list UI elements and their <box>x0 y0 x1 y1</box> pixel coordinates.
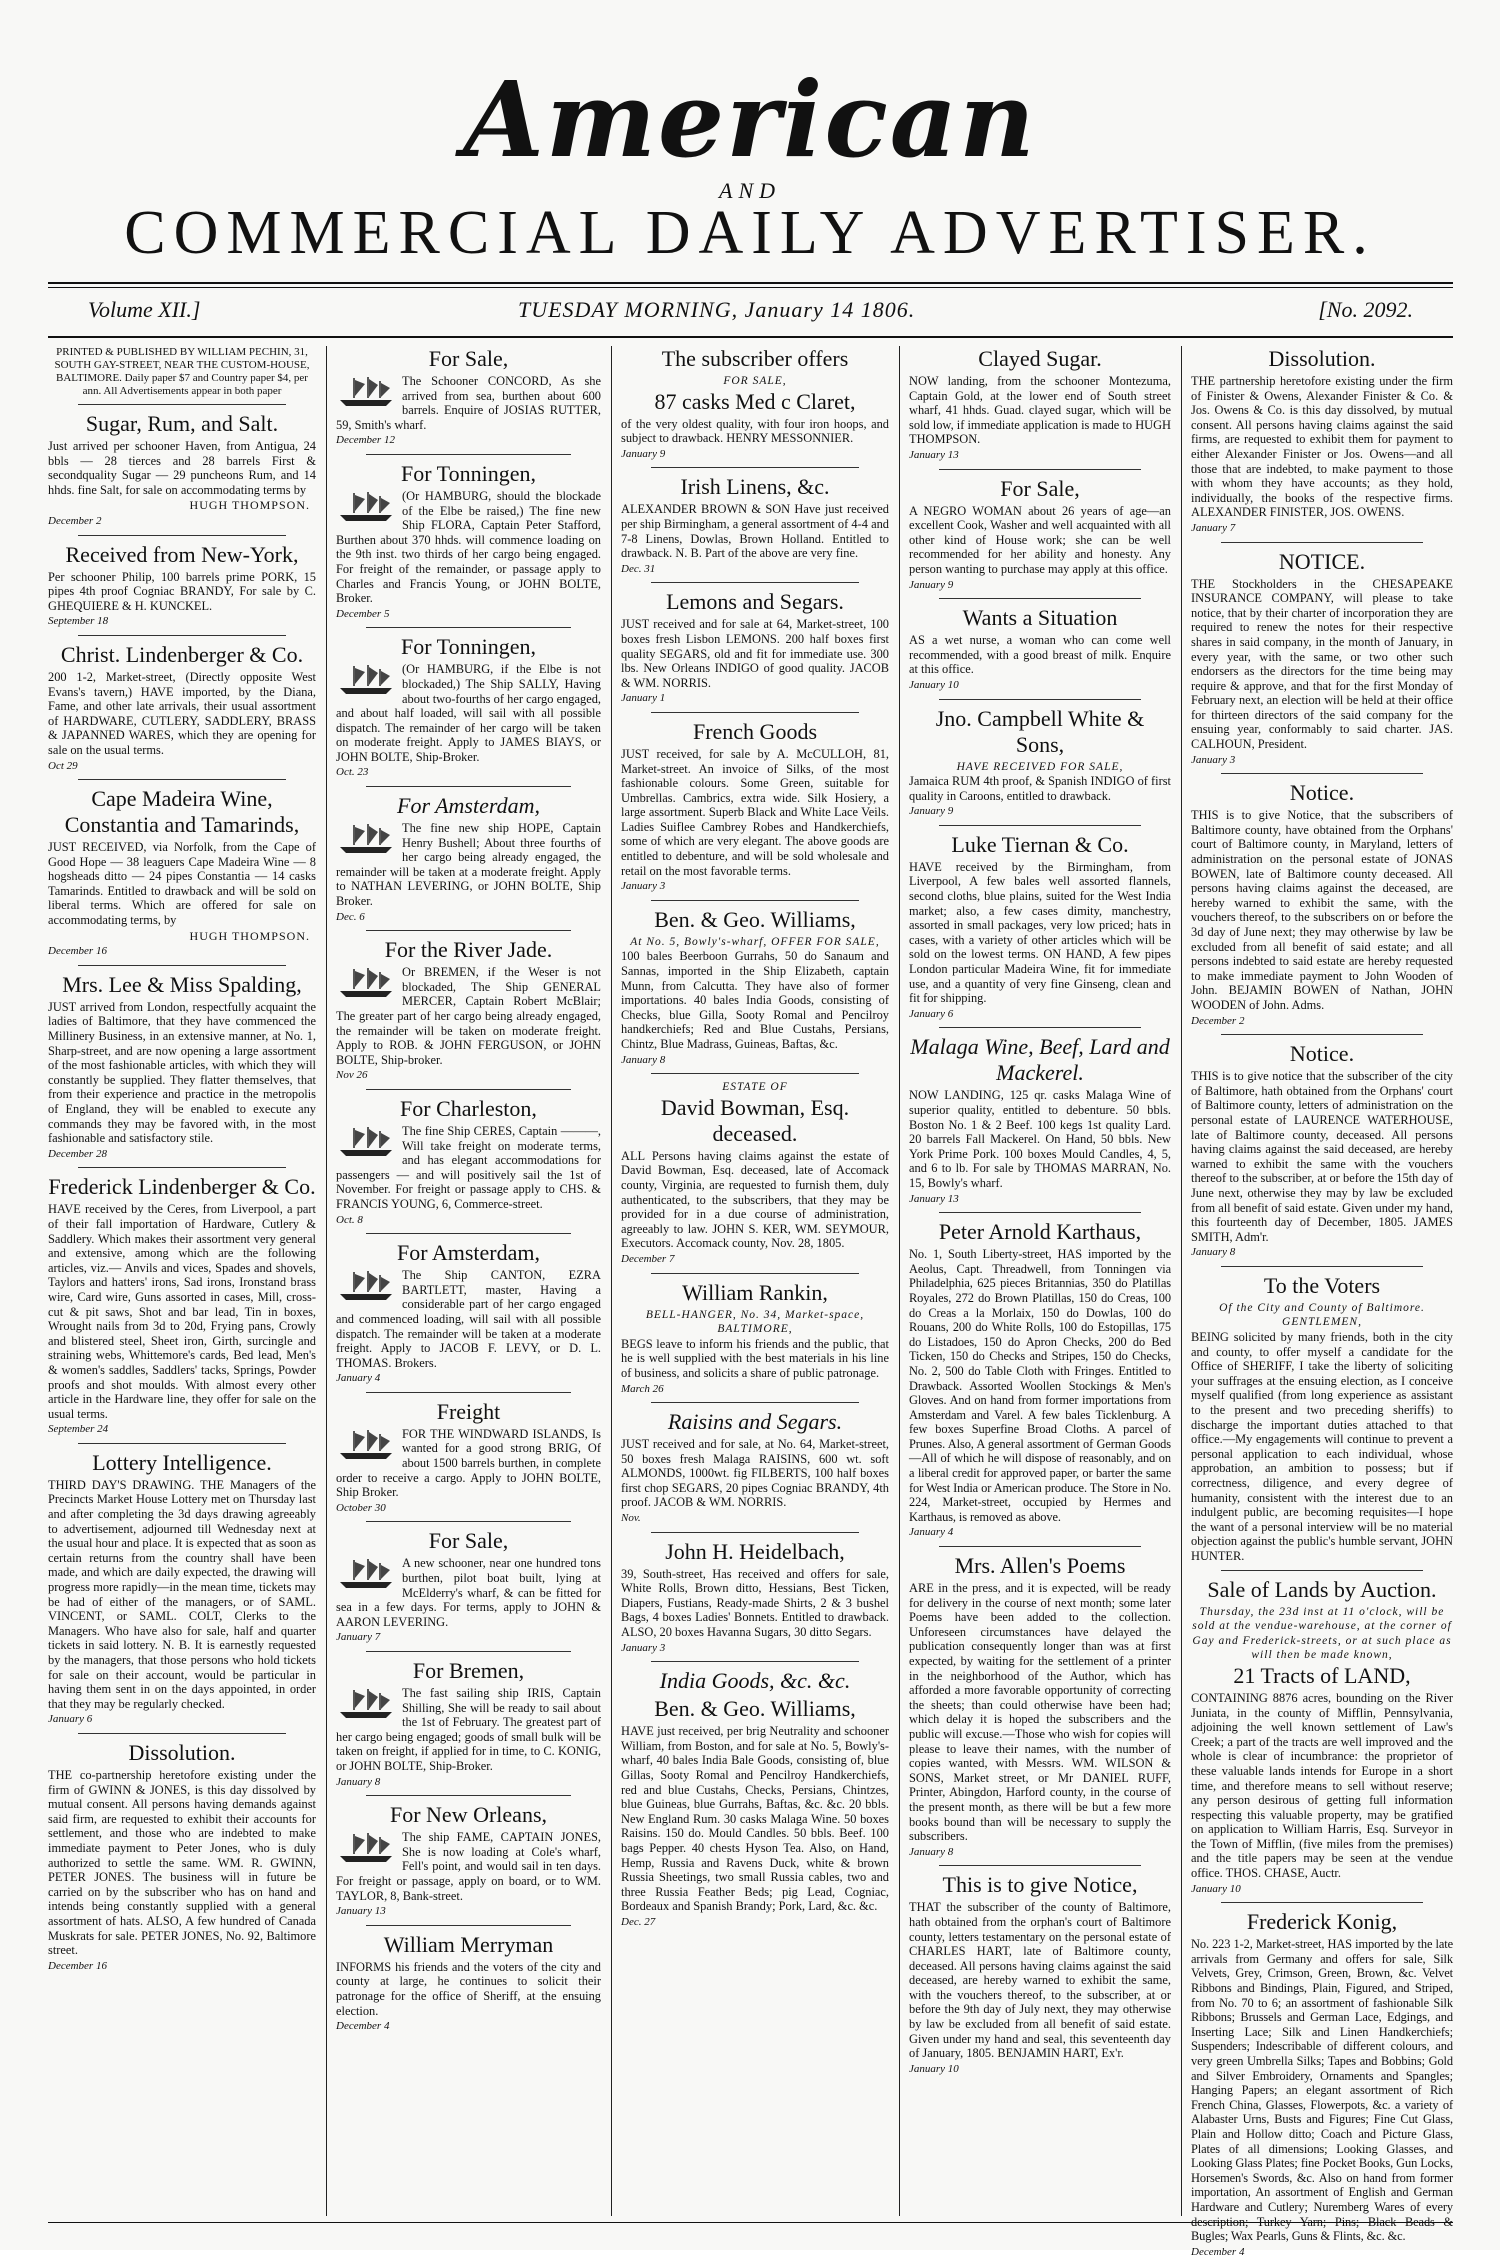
advert <box>48 642 316 773</box>
advert-body: (Or HAMBURG, should the blockade of the Elbe be raised,) The fine new Ship FLORA, Captain Peter Stafford, Burthen about 370 hhds. will commence loading on the 9th inst. two thirds of her cargo being engaged. For freight of the remainder, or passage apply to Charles and Francis Young, or JOHN BOLTE, Broker. <box>336 488 601 606</box>
advert-body: THAT the subscriber of the county of Baltimore, hath obtained from the orphan's court of Baltimore county, letters testamentary on the personal estate of CHARLES HART, late of Baltimore county, deceased. All persons having claims against the said deceased, are hereby warned to exhibit the same, with the vouchers thereof, to the subscriber, at or before the 9th day of July next, they may otherwise by law be excluded from all benefit of said estate. Given under my hand and seal, this seventeenth day of January, 1805. BENJAMIN HART, Ex'r. <box>909 1900 1171 2061</box>
advert-title: William Merryman <box>383 1931 554 1957</box>
advert-date: January 7 <box>1191 521 1236 534</box>
advert-date: Nov 26 <box>336 1069 368 1082</box>
advert-body: No. 1, South Liberty-street, HAS imported by the Aeolus, Capt. Threadwell, from Tonningen via Philadelphia, 625 pieces Britannias, 350 do Platillas Royales, 272 do Brown Platillas, 150 do Creas, 100 do Creas a la Morlaix, 150 do Dowlas, 100 do Rouans, 200 do White Rolls, 100 do Estopillas, 175 do Listadoes, 150 do Apron Checks, 200 do Bed Ticken, 150 do Checks and Stripes, 150 do Checks, No. 2, 500 do Table Cloth with Fringes. Entitled to Drawback. Assorted Woollen Stockings & Men's Gloves. And on hand from former importations from Amsterdam and Varel. A few bales Ticklenburg. A few boxes Superfine Broad Cloths. A parcel of Prunes. Also, A general assortment of German Goods—All of which he will dispose of reasonably, and on a liberal credit for approved paper, or barter the same for West India or American produce. The Store in No. 224, Market-street, occupied by Hermes and Karthaus, is removed as above. <box>909 1247 1171 1524</box>
advert <box>909 832 1171 1022</box>
advert-date: December 4 <box>1191 2245 1245 2258</box>
advert-date: Dec. 31 <box>621 562 656 575</box>
advert-date: January 3 <box>621 880 666 893</box>
advert-title: Dissolution. <box>128 1739 236 1765</box>
advert <box>621 1539 889 1656</box>
advert <box>336 1658 601 1789</box>
advert-body: Just arrived per schooner Haven, from Antigua, 24 bbls — 28 tierces and 28 barrels First & secondquality Sugar — 29 puncheons Rum, and 14 hhds. fine Salt, for sale on accommodating terms by <box>48 439 316 497</box>
advert-body: Or BREMEN, if the Weser is not blockaded, The Ship GENERAL MERCER, Captain Robert McBlair; The greater part of her cargo being already engaged, the remainder will be taken on moderate freight. Apply to ROB. & JOHN FERGUSON, or JOHN BOLTE, Ship-broker. <box>336 965 601 1067</box>
dateline <box>48 297 1453 331</box>
advert-title: John H. Heidelbach, <box>665 1538 845 1564</box>
advert-body: NOW LANDING, 125 qr. casks Malaga Wine of superior quality, entitled to debenture. 50 bbls. Boston No. 1 & 2 Beef. 100 kegs 1st quality Lard. 20 barrels Fall Mackerel. On Hand, 50 bbls. New York Prime Pork. 100 boxes Mould Candles, 4, 5, and 6 to lb. For sale by THOMAS MARRAN, No. 15, Bowly's wharf. <box>909 1088 1171 1190</box>
advert-title: Notice. <box>1289 780 1355 806</box>
ship-icon <box>336 1429 396 1461</box>
advert-body: 100 bales Beerboon Gurrahs, 50 do Sanaum and Sannas, imported in the Ship Elizabeth, captain Munn, from Calcutta. They have also of former importations. 40 bales India Goods, consisting of Checks, blue Gilla, Sooty Romal and Pencilroy handkerchiefs; Red and Blue Custahs, Persians, Chintz, Blue Madrass, Guineas, Baftas, &c. <box>621 949 889 1051</box>
dateline-rule <box>48 336 1453 338</box>
advert-title: Frederick Konig, <box>1246 1909 1398 1935</box>
advert <box>336 346 601 448</box>
advert <box>48 542 316 629</box>
advert-date: January 4 <box>336 1372 381 1385</box>
advert <box>621 474 889 576</box>
advert <box>1191 1577 1453 1897</box>
advert-title: Sale of Lands by Auction. <box>1207 1576 1437 1602</box>
advert-title: Christ. Lindenberger & Co. <box>60 641 304 667</box>
advert-title: The subscriber offers <box>661 346 849 371</box>
advert-date: September 18 <box>48 615 109 628</box>
ship-icon <box>336 1832 396 1864</box>
advert-body: JUST received and for sale, at No. 64, Market-street, 50 boxes fresh Malaga RAISINS, 600 wt. soft ALMONDS, 1000wt. fig FILBERTS, 100 half boxes first chop SEGARS, 20 pipes Cogniac BRANDY, 4th proof. JACOB & WM. NORRIS. <box>621 1437 889 1510</box>
advert-title: For Amsterdam, <box>397 1240 540 1266</box>
ship-icon <box>336 967 396 999</box>
advert-body: JUST received and for sale at 64, Market-street, 100 boxes fresh Lisbon LEMONS. 200 half boxes first quality SEGARS, old and fit for immediate use. 300 lbs. New Orleans INDIGO of good quality. JACOB & WM. NORRIS. <box>621 617 889 690</box>
advert <box>48 1450 316 1727</box>
advert-body: CONTAINING 8876 acres, bounding on the River Juniata, in the county of Mifflin, Pennsylvania, adjoining the well known settlement of Law's Creek; a part of the tracts are well improved and the whole is clear of incumbrance: the proprietor of these valuable lands intends for Europe in a short time, and therefore means to sell without reserve; any person desirous of getting full information respecting this valuable property, may be gratified on application to William Harris, Esq. Surveyor in the Town of Mifflin, (five miles from the premises) and the title papers may be seen at the vendue office. THOS. CHASE, Auctr. <box>1191 1690 1453 1881</box>
advert-title: William Rankin, <box>682 1279 828 1305</box>
advert <box>336 1802 601 1919</box>
masthead-rule-top-thin <box>48 287 1453 288</box>
advert <box>621 907 889 1067</box>
advert-subtitle: Of the City and County of Baltimore. GENTLEMEN, <box>1219 1301 1425 1329</box>
advert <box>336 461 601 621</box>
masthead-rule-top <box>48 282 1453 284</box>
advert-title: For Bremen, <box>412 1658 525 1683</box>
advert-body: BEING solicited by many friends, both in the city and county, to offer myself a candidate for the Office of SHERIFF, I take the liberty of soliciting your suffrages at the ensuing election, as I conceive myself qualified (from long experience as assistant to the present and two preceding sheriffs) to discharge the important duties attached to that office.—My engagements will continue to prevent a personal application to each individual, whose approbation, an ambition to possess; but if correctness, diligence, and every degree of humanity, consistent with the interest due to an indulgent public, are becoming requisites—I hope the want of a personal interview will be no material objection against the public's humble servant, JOHN HUNTER. <box>1191 1330 1453 1563</box>
advert-date: Dec. 27 <box>621 1915 656 1928</box>
advert-body: The fine new ship HOPE, Captain Henry Bushell; About three fourths of her cargo being already engaged, the remainder will be taken at a moderate freight. Apply to NATHAN LEVERING, or JOHN BOLTE, Ship Broker. <box>336 821 601 909</box>
advert <box>48 972 316 1162</box>
advert <box>621 589 889 706</box>
advert-title: This is to give Notice, <box>942 1872 1138 1898</box>
advert-body: ALEXANDER BROWN & SON Have just received per ship Birmingham, a general assortment of 4-4 and 7-8 Linens, Dowlas, Brown Holland. Entitled to drawback. N. B. Part of the above are very fine. <box>621 502 889 561</box>
advert-title: Sugar, Rum, and Salt. <box>85 411 279 436</box>
volume-number: Volume XII.] <box>88 297 201 322</box>
advert-body: 39, South-street, Has received and offers for sale, White Rolls, Brown ditto, Hessians, Best Ticken, Diapers, Fustians, Ready-made Shirts, 2 & 3 bushel Bags, 4 boxes Ladies' Bonnets. Entitled to drawback. ALSO, 20 boxes Havanna Sugars, 30 ditto Segars. <box>621 1566 889 1640</box>
advert-date: January 9 <box>909 578 954 591</box>
advert-title: Received from New-York, <box>65 541 299 567</box>
advert-body: AS a wet nurse, a woman who can come well recommended, with a good breast of milk. Enquire at this office. <box>909 633 1171 677</box>
column-1 <box>48 346 316 2216</box>
advert-title: Wants a Situation <box>962 605 1118 631</box>
advert-body: The Schooner CONCORD, As she arrived from sea, burthen about 600 barrels. Enquire of JOSIAS RUTTER, 59, Smith's wharf. <box>336 374 601 432</box>
advert-date: January 10 <box>909 2062 959 2075</box>
advert-title: Luke Tiernan & Co. <box>951 831 1129 857</box>
advert-body: No. 223 1-2, Market-street, HAS imported by the late arrivals from Germany and offers for sale, Silk Velvets, Grey, Crimson, Green, Brown, &c. Velvet Ribbons and Bindings, Plain, Figured, and Striped, from No. 70 to 6; an assortment of fashionable Silk Ribbons; Brussels and German Lace, Edgings, and Inserting Lace; Silk and Linen Handkerchiefs; Suspenders; Indescribable of different colours, and very green Umbrella Silks; Tapes and Bobbins; Gold and Silver Embroidery, Ornaments and Spangles; Hanging Papers; an elegant assortment of Rich French China, Glasses, Flowerpots, &c. a variety of Alabaster Urns, Busts and Figures; Fine Cut Glass, Plain and Hollow ditto; Coach and Picture Glass, Plates of all dimensions; Looking Glasses, and Looking Glass Plates; fine Pocket Books, Gun Locks, Horsemen's Swords, &c. Also on hand from former importation, An assortment of English and German Hardware and Cutlery; Nuremberg Wares of every description; Turkey Yarn; Pins; Black Beads & Bugles; Wax Pearls, Guns & Flints, &c. &c. <box>1191 1937 1453 2244</box>
advert-body: (Or HAMBURG, if the Elbe is not blockaded,) The Ship SALLY, Having about two-fourths of her cargo engaged, and about half loaded, will sail with all possible dispatch. The remainder of her cargo will be taken on moderate freight. Apply to JAMES BIAYS, or JOHN BOLTE, Ship-Broker. <box>336 662 601 764</box>
advert <box>909 476 1171 593</box>
column-4 <box>909 346 1171 2216</box>
advert-date: January 8 <box>336 1775 381 1788</box>
column-divider <box>1181 346 1182 2216</box>
advert-date: January 8 <box>909 1845 954 1858</box>
advert-title: Malaga Wine, Beef, Lard and Mackerel. <box>910 1034 1170 1086</box>
advert-body: ARE in the press, and it is expected, will be ready for delivery in the course of next month; some later Poems have been added to the collection. Unforeseen circumstances have delayed the publication consequently longer than was at first expected, by waiting for the settlement of a printer in the neighborhood of the Author, which has afforded a more favorable opportunity of correcting the sheets; than could otherwise have been had; which delay it is hoped the subscribers and the public will excuse.—Those who wish for copies will please to leave their names, with the number of copies wanted, with Messrs. WM. WILSON & SONS, Market street, or Mr DANIEL RUFF, Printer, Abingdon, Harford county, in the course of the present month, as there will be but a few more books bound than will be necessary to supply the subscribers. <box>909 1581 1171 1844</box>
advert-title: Peter Arnold Karthaus, <box>938 1219 1142 1245</box>
advert-body: THIS is to give Notice, that the subscribers of Baltimore county, have obtained from the Orphans' court of Baltimore county, in Maryland, letters of administration on the personal estate of JONAS BOWEN, late of Baltimore county deceased. All persons having claims against the deceased, are hereby warned to exhibit the same, with the vouchers thereof, to the subscribers on or before the 3d day of June next; they may otherwise by law be excluded from all benefit of said estate; and all persons indebted to said estate are hereby requested to make immediate payment to John Wooden of John. BEJAMIN BOWEN of Nathan, JOHN WOODEN of John. Adms. <box>1191 808 1453 1012</box>
advert-body: A NEGRO WOMAN about 26 years of age—an excellent Cook, Washer and well acquainted with all other kind of House work; she can be well recommended for her ability and honesty. Any person wanting to purchase may apply at this office. <box>909 503 1171 576</box>
advert-title: For the River Jade. <box>384 937 553 963</box>
advert <box>621 1409 889 1526</box>
column-5 <box>1191 346 1453 2258</box>
advert-body: A new schooner, near one hundred tons burthen, pilot boat built, lying at McElderry's wharf, & can be fitted for sea in a few days. For terms, apply to JOHN & AARON LEVERING. <box>336 1556 601 1629</box>
advert-title: Frederick Lindenberger & Co. <box>48 1174 316 1200</box>
advert <box>1191 1909 1453 2259</box>
advert <box>48 1174 316 1437</box>
advert <box>1191 346 1453 536</box>
column-divider <box>611 346 612 2216</box>
advert-title: Clayed Sugar. <box>978 346 1102 371</box>
ship-icon <box>336 376 396 408</box>
ship-icon <box>336 1688 396 1720</box>
advert-date: December 16 <box>48 1959 107 1972</box>
advert <box>1191 780 1453 1028</box>
advert-body: THE partnership heretofore existing under the firm of Finister & Owens, Alexander Finister & Co. & Jos. Owens & Co. is this day dissolved, by mutual consent. All persons having claims against the said firms, are requested to exhibit them for payment to either Alexander Finister or Jos. Owens—and all those that are indebted, to make payment to those with whom they have accounts; as they hold, individually, the books of the respective firms. ALEXANDER FINISTER, JOS. OWENS. <box>1191 374 1453 520</box>
page-bottom-rule <box>48 2222 1453 2223</box>
advert <box>621 1080 889 1266</box>
advert-body: THIS is to give notice that the subscriber of the city of Baltimore, hath obtained from the Orphans' court of Baltimore county, letters of administration on the personal estate of LAURENCE WATERHOUSE, late of Baltimore county, deceased. All persons having claims against the said deceased, are hereby warned to exhibit the same with the vouchers thereof to the subscriber, at or before the 15th day of June next, otherwise they may by law be excluded from all benefit of said estate. Given under my hand, this fourteenth day of December, 1805. JAMES SMITH, Adm'r. <box>1191 1069 1453 1244</box>
ship-icon <box>336 1558 396 1590</box>
advert <box>48 786 316 959</box>
advert-title: Lemons and Segars. <box>666 589 844 615</box>
advert-date: January 10 <box>1191 1882 1241 1895</box>
masthead-title: American <box>463 58 1037 181</box>
advert-date: January 13 <box>909 1192 959 1205</box>
advert-subtitle: At No. 5, Bowly's-wharf, OFFER FOR SALE, <box>630 935 880 948</box>
advert-date: January 6 <box>909 1007 954 1020</box>
advert-headline: Ben. & Geo. Williams, <box>654 1696 856 1722</box>
advert <box>1191 1041 1453 1260</box>
column-divider <box>899 346 900 2216</box>
column-divider <box>326 346 327 2216</box>
columns <box>48 346 1453 2258</box>
advert <box>336 1096 601 1227</box>
advert-title: Notice. <box>1289 1041 1355 1067</box>
advert-body: JUST RECEIVED, via Norfolk, from the Cape of Good Hope — 38 leaguers Cape Madeira Wine — 8 hogsheads ditto — 24 pipes Constantia — 14 casks Tamarinds. Entitled to drawback and will be sold on liberal terms. Which are offered for sale on accommodating terms, by <box>48 840 316 928</box>
advert-date: December 28 <box>48 1147 107 1160</box>
advert-headline: 87 casks Med c Claret, <box>654 388 856 414</box>
advert <box>336 1240 601 1386</box>
advert-title: Freight <box>436 1398 501 1424</box>
advert-body: HAVE received by the Birmingham, from Liverpool, A few bales well assorted flannels, second cloths, blue plains, suited for the West India market; also, a few cases dimity, manchestry, assorted in small packages, very low priced; hats in cases, with a variety of other articles which will be sold on the lowest terms. ON HAND, A few pipes London particular Madeira Wine, fit for immediate use, and a quantity of very fine Ginseng, clean and fit for shipping. <box>909 859 1171 1006</box>
column-3 <box>621 346 889 2216</box>
advert <box>909 605 1171 692</box>
advert-date: December 2 <box>1191 1014 1245 1027</box>
advert-title: For Sale, <box>428 1528 509 1554</box>
advert-title: Ben. & Geo. Williams, <box>654 906 856 932</box>
advert-title: For New Orleans, <box>389 1802 548 1828</box>
advert-title: Mrs. Allen's Poems <box>954 1553 1126 1579</box>
advert <box>336 793 601 924</box>
advert-date: Oct. 23 <box>336 766 369 779</box>
advert-body: THE Stockholders in the CHESAPEAKE INSURANCE COMPANY, will please to take notice, that by their charter of incorporation they are required to renew the notes for their respective shares in said company, in the month of January, in every year, with the same, or two other such endorsers as the directors for the time being may require & approve, and that for the first Monday of February next, an election will be held at their office for thirteen directors of the said company for the ensuing year, conformably to said charter. JAS. CALHOUN, President. <box>1191 576 1453 752</box>
advert-date: Oct. 8 <box>336 1213 363 1226</box>
advert-date: September 24 <box>48 1423 109 1436</box>
advert-title: Dissolution. <box>1268 346 1376 371</box>
advert-date: March 26 <box>621 1382 664 1395</box>
advert-body: JUST arrived from London, respectfully acquaint the ladies of Baltimore, that they have commenced the Millinery Business, in an extensive manner, at No. 1, Sharp-street, and are now opening a large assortment of the most fashionable articles, with which they will constantly be supplied. They flatter themselves, that from their experience and practice in the metropolis of England, they will be enabled to execute any commands they may be favored with, in the most fashionable and satisfactory stile. <box>48 999 316 1146</box>
masthead-subtitle: COMMERCIAL DAILY ADVERTISER. <box>124 199 1376 267</box>
issue-number: [No. 2092. <box>1318 297 1413 322</box>
advert <box>48 1740 316 1973</box>
advert <box>336 1932 601 2034</box>
advert <box>621 346 889 461</box>
advert-date: October 30 <box>336 1501 386 1514</box>
advert-title: Irish Linens, &c. <box>680 474 830 500</box>
advert-date: January 9 <box>621 447 666 460</box>
advert-date: January 13 <box>909 448 959 461</box>
advert <box>336 634 601 780</box>
advert <box>1191 1273 1453 1564</box>
advert-date: January 7 <box>336 1631 381 1644</box>
advert-date: January 8 <box>621 1053 666 1066</box>
advert-body: The fine Ship CERES, Captain ———, Will take freight on moderate terms, and has elegant accommodations for passengers — and will positively sail the 1st of November. For freight or passage apply to CHS. & FRANCIS YOUNG, 6, Commerce-street. <box>336 1123 601 1211</box>
advert-date: December 2 <box>48 514 102 527</box>
advert-title: For Tonningen, <box>401 460 536 486</box>
advert <box>909 1219 1171 1540</box>
imprint <box>48 346 316 398</box>
advert-subtitle: ESTATE OF <box>722 1081 788 1094</box>
ship-icon <box>336 1270 396 1302</box>
advert <box>621 1280 889 1397</box>
advert-title: For Tonningen, <box>401 634 536 660</box>
advert-body: NOW landing, from the schooner Montezuma, Captain Gold, at the lower end of South street wharf, 41 hhds. Guad. clayed sugar, which will be sold low, if immediate application is made to HUGH THOMPSON. <box>909 374 1171 447</box>
masthead-and: AND <box>719 178 781 203</box>
advert-date: January 3 <box>621 1641 666 1654</box>
advert-signature: HUGH THOMPSON. <box>189 498 310 513</box>
ship-icon <box>336 1126 396 1158</box>
advert <box>909 1034 1171 1206</box>
advert-title: For Sale, <box>1000 475 1080 501</box>
advert-headline: 21 Tracts of LAND, <box>1233 1662 1411 1688</box>
advert-title: India Goods, &c. &c. <box>659 1668 851 1694</box>
ship-icon <box>336 823 396 855</box>
advert-body: Jamaica RUM 4th proof, & Spanish INDIGO of first quality in Caroons, entitled to drawback. <box>909 774 1171 803</box>
advert <box>909 1872 1171 2076</box>
advert-signature: HUGH THOMPSON. <box>189 928 310 943</box>
advert-date: January 10 <box>909 678 959 691</box>
column-2 <box>336 346 601 2216</box>
advert-body: JUST received, for sale by A. McCULLOH, 81, Market-street. An invoice of Silks, of the most fashionable colours. Some Green, suitable for Umbrellas. Cambrics, extra wide. Silk Hosiery, a large assortment. Superb Black and White Lace Veils. Ladies Suiflee Cambrey Robes and Handkerchiefs, some of which are very elegant. The above goods are entitled to debenture, and will be sold wholesale and retail on the most favorable terms. <box>621 746 889 878</box>
advert-subtitle: HAVE RECEIVED FOR SALE, <box>956 760 1124 773</box>
advert-title: For Charleston, <box>400 1095 537 1121</box>
advert-body: 200 1-2, Market-street, (Directly opposite West Evans's tavern,) HAVE imported, by the Diana, Fame, and other late arrivals, their usual assortment of HARDWARE, CUTLERY, SADDLERY, BRASS & JAPANNED WARES, which they are opening for sale on the usual terms. <box>48 669 316 757</box>
advert-title: Mrs. Lee & Miss Spalding, <box>62 971 302 997</box>
advert <box>336 1528 601 1645</box>
advert-date: Dec. 6 <box>336 910 365 923</box>
advert-subtitle: FOR SALE, <box>723 375 787 387</box>
advert-body: THIRD DAY'S DRAWING. THE Managers of the Precincts Market House Lottery met on Thursday last and after completing the 3d days drawing agreeably to advertisement, adjourned till Wednesday next at the usual hour and place. It is expected that as soon as certain returns from the country shall have been made, and which are daily expected, the drawing will progress more rapidly—in the mean time, tickets may be had of either of the managers, or of SAML. VINCENT, or SAML. COLT, Clerks to the Managers. Who have also for sale, half and quarter tickets in said lottery. N. B. It is earnestly requested by the managers, that those persons who hold tickets for sale on their account, would be particular in having them sent in on the days appointed, in order that they may be regularly checked. <box>48 1477 316 1711</box>
advert-title: To the Voters <box>1263 1272 1381 1298</box>
advert-date: January 13 <box>336 1905 386 1918</box>
advert-body: ALL Persons having claims against the estate of David Bowman, Esq. deceased, late of Accomack county, Virginia, are requested to furnish them, duly authenticated, to the subscribers, that they may be provided for in a due course of administration, agreeably to law. JOHN S. KER, WM. SEYMOUR, Executors. Accomack county, Nov. 28, 1805. <box>621 1148 889 1251</box>
advert-date: December 7 <box>621 1252 675 1265</box>
advert-body: The Ship CANTON, EZRA BARTLETT, master, Having a considerable part of her cargo engaged and commenced loading, will sail with all possible dispatch. The remainder will be taken at a moderate freight. Apply to JACOB F. LEVY, or D. L. THOMAS. Brokers. <box>336 1268 601 1370</box>
advert-body: INFORMS his friends and the voters of the city and county at large, he continues to solicit their patronage for the office of Sheriff, at the ensuing election. <box>336 1959 601 2018</box>
advert-date: Oct 29 <box>48 759 78 772</box>
advert-date: January 1 <box>621 692 666 705</box>
advert <box>909 1553 1171 1859</box>
ship-icon <box>336 491 396 523</box>
advert-body: HAVE received by the Ceres, from Liverpool, a part of their fall importation of Hardware, Cutlery & Saddlery. Which makes their assortment very general and extensive, among which are the following articles, viz.— Anvils and vices, Spades and shovels, Taylors and hatters' irons, Sad irons, Ironstand brass wire, Card wire, Guns assorted in cases, Mill, cross-cut & pit saws, Shot and bar lead, Tin in boxes, Wrought nails from 3d to 20d, Frying pans, Crowly and blistered steel, Sheet iron, Girth, surcingle and straining webs, Whittemore's cards, Bed lead, Men's & women's saddles, Saddlers' tacks, Springs, Powder proofs and shot moulds. With almost every other article in the Hardware line, they offer for sale on the usual terms. <box>48 1202 316 1421</box>
advert-date: December 4 <box>336 2020 390 2033</box>
advert-body: The fast sailing ship IRIS, Captain Shilling, She will be ready to sail about the 1st of February. The greatest part of her cargo being engaged; goods of small bulk will be taken on freight, if applied for in time, to C. KONIG, or JOHN BOLTE, Ship-Broker. <box>336 1686 601 1773</box>
advert-title: For Sale, <box>428 346 509 371</box>
advert <box>621 719 889 894</box>
advert-date: Nov. <box>621 1512 641 1525</box>
advert-date: December 5 <box>336 607 390 620</box>
advert <box>1191 549 1453 768</box>
imprint-text: PRINTED & PUBLISHED BY WILLIAM PECHIN, 31, SOUTH GAY-STREET, NEAR THE CUSTOM-HOUSE, BALTIMORE. Daily paper $7 and Country paper $4, per ann. All Advertisements appear in both paper <box>54 346 310 397</box>
advert-title: Jno. Campbell White & Sons, <box>935 705 1145 757</box>
advert-body: THE co-partnership heretofore existing under the firm of GWINN & JONES, is this day dissolved by mutual consent. All persons having demands against said firm, are requested to exhibit their accounts for settlement, and those who are indebted to make immediate payment to Peter Jones, who is duly authorized to settle the same. WM. R. GWINN, PETER JONES. The business will in future be carried on by the subscriber who has on hand and intends being constantly supplied with a general assortment of hats. ALSO, A few hundred of Canada Muskrats for sale. PETER JONES, No. 92, Baltimore street. <box>48 1767 316 1958</box>
advert-body: of the very oldest quality, with four iron hoops, and subject to drawback. HENRY MESSONNIER. <box>621 416 889 446</box>
advert-subtitle: BELL-HANGER, No. 34, Market-space, BALTIMORE, <box>645 1308 865 1336</box>
advert-subtitle: Thursday, the 23d inst at 11 o'clock, will be sold at the vendue-warehouse, at the corner of Gay and Frederick-streets, or at such place as will then be made known, <box>1192 1605 1452 1662</box>
advert-title: David Bowman, Esq. deceased. <box>660 1094 850 1146</box>
advert-body: BEGS leave to inform his friends and the public, that he is well supplied with the best materials in his line of business, and solicits a share of public patronage. <box>621 1336 889 1380</box>
issue-date: TUESDAY MORNING, January 14 1806. <box>518 297 916 322</box>
advert-date: January 4 <box>909 1526 954 1539</box>
advert <box>48 411 316 529</box>
advert <box>336 937 601 1083</box>
advert-body: Per schooner Philip, 100 barrels prime PORK, 15 pipes 4th proof Cogniac BRANDY, For sale by C. GHEQUIERE & H. KUNCKEL. <box>48 569 316 613</box>
advert-body: HAVE just received, per brig Neutrality and schooner William, from Boston, and for sale at No. 5, Bowly's-wharf, 40 bales India Bale Goods, consisting of, blue Gillas, Sooty Romal and Pencilroy Handkerchiefs, red and blue Custahs, Checks, Persians, Chintzes, blue Guineas, blue Gurrahs, Baftas, &c. &c. 20 bbls. New England Rum. 30 casks Malaga Wine. 50 boxes Raisins. 150 do. Mould Candles. 50 bbls. Beef. 100 bags Pepper. 40 chests Hyson Tea. Also, on Hand, Hemp, Russia and Ravens Duck, white & brown Russia Sheetings, two small Russia cables, two and three Russia Feather Beds; pig Lead, Cogniac, Bordeaux and Spanish Brandy; Pork, Lard, &c. &c. <box>621 1724 889 1914</box>
advert <box>909 346 1171 463</box>
advert-title: French Goods <box>692 718 818 744</box>
advert-date: January 6 <box>48 1713 93 1726</box>
advert-date: January 9 <box>909 805 954 818</box>
advert <box>621 1668 889 1929</box>
advert-title: Cape Madeira Wine, Constantia and Tamarinds, <box>64 786 300 838</box>
advert-title: Raisins and Segars. <box>667 1409 843 1435</box>
ship-icon <box>336 664 396 696</box>
advert-body: FOR THE WINDWARD ISLANDS, Is wanted for a good strong BRIG, Of about 1500 barrels burthen, in complete order to receive a cargo. Apply to JOHN BOLTE, Ship Broker. <box>336 1426 601 1500</box>
advert-title: NOTICE. <box>1278 548 1366 574</box>
advert <box>909 706 1171 819</box>
advert-title: Lottery Intelligence. <box>92 1449 272 1475</box>
advert-date: January 8 <box>1191 1246 1236 1259</box>
advert-date: December 16 <box>48 945 107 958</box>
advert <box>336 1399 601 1516</box>
advert-body: The ship FAME, CAPTAIN JONES, She is now loading at Cole's wharf, Fell's point, and would sail in ten days. For freight or passage, apply on board, or to WM. TAYLOR, 8, Bank-street. <box>336 1830 601 1903</box>
advert-date: January 3 <box>1191 753 1236 766</box>
advert-date: December 12 <box>336 434 395 447</box>
advert-title: For Amsterdam, <box>397 793 540 819</box>
